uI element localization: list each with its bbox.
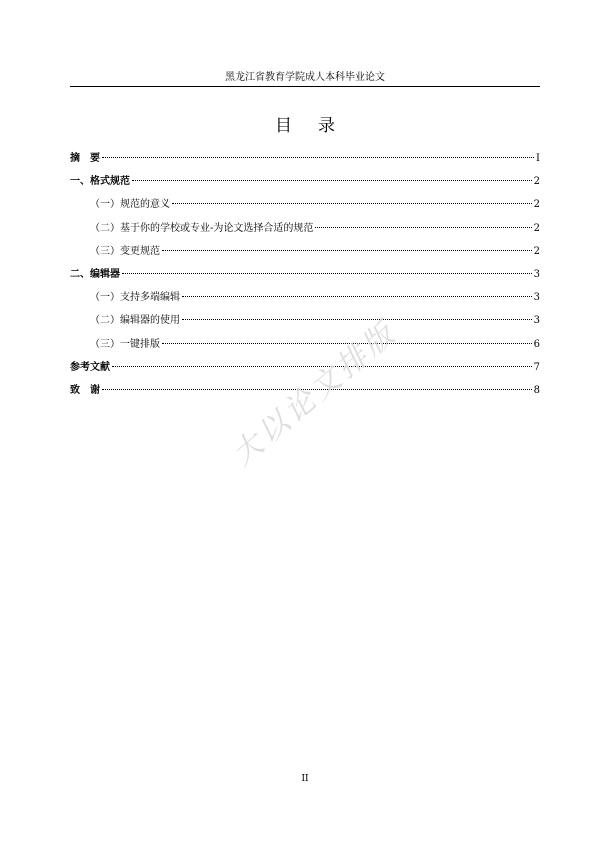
toc-entry-change-spec[interactable] bbox=[70, 243, 540, 266]
toc-title: 目录 bbox=[275, 116, 361, 136]
toc-entry-label: 致 谢 bbox=[70, 384, 100, 396]
toc-entry-page: 2 bbox=[533, 245, 540, 257]
toc-entry-page: 7 bbox=[533, 361, 540, 373]
toc-leader-dots bbox=[182, 319, 532, 320]
toc-leader-dots bbox=[132, 180, 532, 181]
toc-entry-label: （一）规范的意义 bbox=[90, 199, 170, 211]
toc-entry-multi-device[interactable] bbox=[70, 289, 540, 312]
toc-entry-label: （二）基于你的学校或专业-为论文选择合适的规范 bbox=[90, 222, 314, 234]
running-header: 黑龙江省教育学院成人本科毕业论文 bbox=[225, 72, 385, 83]
toc-entry-label: 一、格式规范 bbox=[70, 176, 130, 188]
toc-entry-page: 2 bbox=[533, 222, 540, 234]
watermark: 大以论文排版 bbox=[225, 314, 404, 473]
toc-entry-format-spec[interactable] bbox=[70, 173, 540, 196]
toc-entry-page: 3 bbox=[533, 268, 540, 280]
toc-entry-editor[interactable] bbox=[70, 266, 540, 289]
toc-entry-label: 参考文献 bbox=[70, 361, 110, 373]
toc-entry-label: （一）支持多端编辑 bbox=[90, 292, 180, 304]
toc-entry-page: 3 bbox=[533, 292, 540, 304]
toc-entry-page: 3 bbox=[533, 315, 540, 327]
toc-entry-one-click-layout[interactable] bbox=[70, 336, 540, 359]
toc-entry-page: 8 bbox=[533, 384, 540, 396]
page-number: II bbox=[301, 774, 309, 784]
toc-leader-dots bbox=[172, 203, 532, 204]
toc-leader-dots bbox=[182, 296, 532, 297]
toc-entry-editor-usage[interactable] bbox=[70, 312, 540, 335]
toc-entry-choose-spec[interactable] bbox=[70, 220, 540, 243]
toc-entry-page: I bbox=[536, 153, 540, 164]
header-rule bbox=[70, 86, 540, 87]
toc-entry-label: 摘 要 bbox=[70, 153, 100, 164]
toc-leader-dots bbox=[315, 227, 531, 228]
toc-entry-abstract[interactable] bbox=[70, 150, 540, 173]
toc-entry-page: 6 bbox=[533, 338, 540, 350]
toc-leader-dots bbox=[102, 157, 534, 158]
toc-leader-dots bbox=[122, 273, 532, 274]
toc-entry-page: 2 bbox=[533, 176, 540, 188]
toc-entry-label: （二）编辑器的使用 bbox=[90, 315, 180, 327]
toc-entry-spec-meaning[interactable] bbox=[70, 196, 540, 219]
table-of-contents bbox=[70, 150, 540, 405]
toc-entry-label: 二、编辑器 bbox=[70, 268, 120, 280]
toc-entry-page: 2 bbox=[533, 199, 540, 211]
toc-entry-label: （三）变更规范 bbox=[90, 245, 160, 257]
toc-entry-label: （三）一键排版 bbox=[90, 338, 160, 350]
toc-leader-dots bbox=[162, 250, 532, 251]
